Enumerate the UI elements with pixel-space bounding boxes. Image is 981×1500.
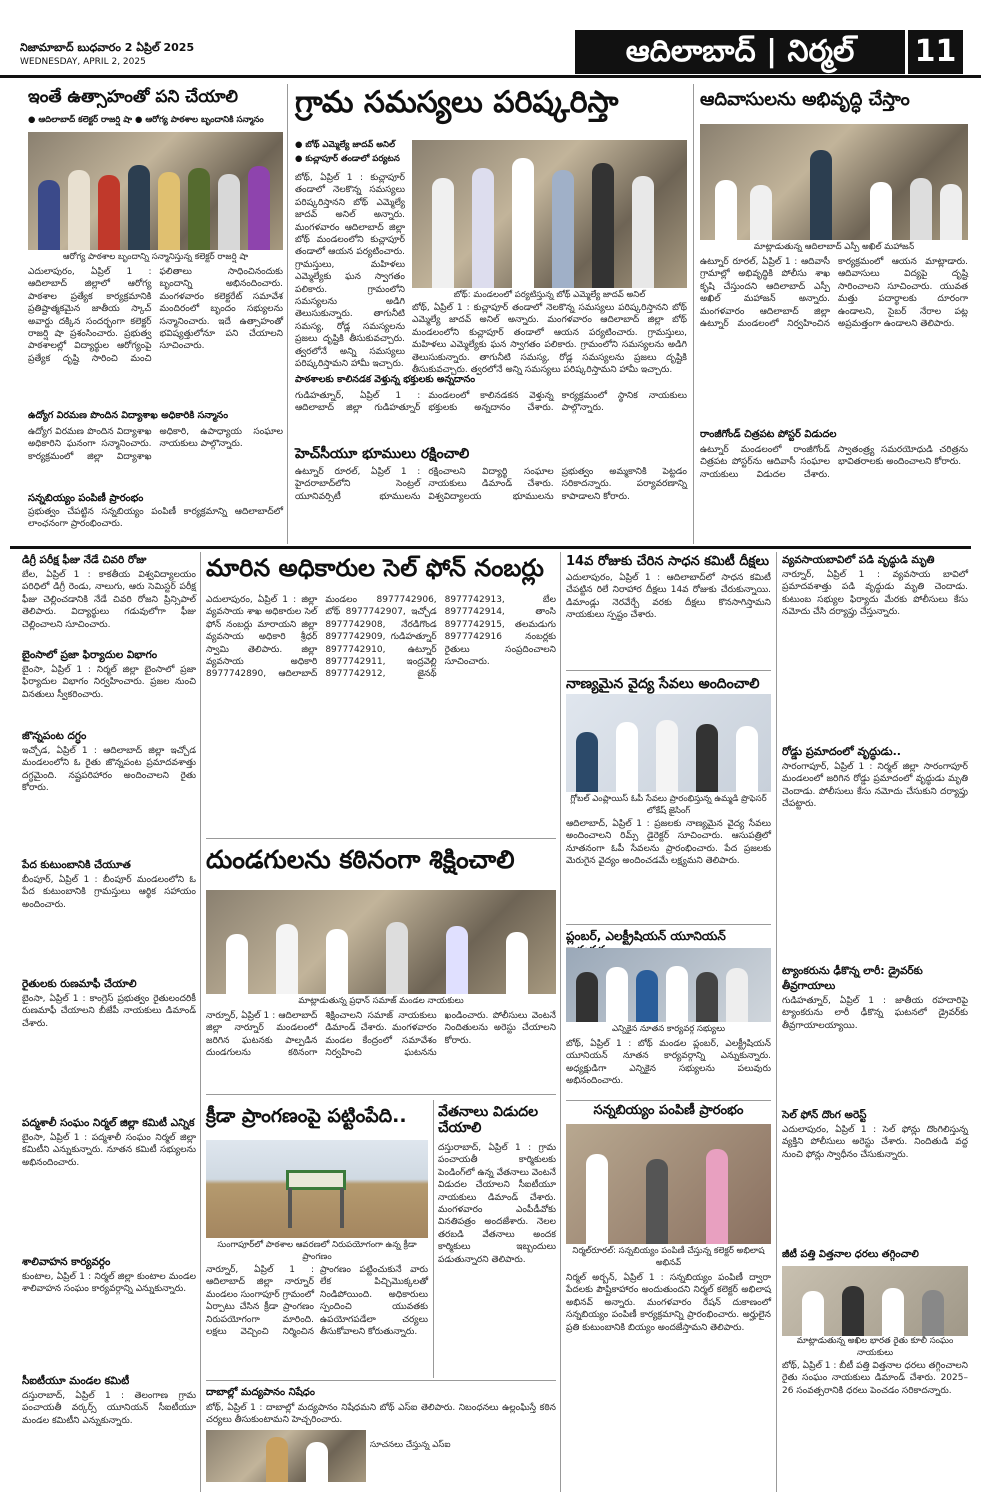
briefs-column	[22, 554, 196, 1494]
c4-photo	[566, 1124, 771, 1244]
page-number: 11	[908, 30, 963, 74]
a2-body3: ఉట్నూర్ రూరల్, ఏప్రిల్ 1 : హైదరాబాద్‌లోని సెంట్రల్ యూనివర్సిటీ భూములను రక్షించాలని విద్యార్థి సంఘాల నాయకులు డిమాండ్ చేశారు. విశ్వవిద్యాలయ భూములను ప్రభుత్వం అమ్మకానికి పెట్టడం సరికాదన్నారు. పర్యావరణాన్ని కాపాడాలని కోరారు.	[295, 467, 687, 502]
brief-3-title: జొన్నపంట దగ్ధం	[22, 730, 87, 742]
d1-caption: మాట్లాడుతున్న అఖిల భారత రైతు కూలీ సంఘం నాయకులు	[796, 1336, 954, 1358]
brief-6-title: పద్మశాలీ సంఘం నిర్మల్ జిల్లా కమిటీ ఎన్నిక	[22, 1117, 195, 1129]
brief-4-title: పేద కుటుంబానికి చేయూత	[22, 859, 131, 871]
column-rule	[776, 552, 777, 1492]
c3-caption: ఎన్నికైన నూతన కార్యవర్గ సభ్యులు	[611, 1024, 726, 1034]
a2-sub1-text: బోథ్ ఎమ్మెల్యే జాదవ్ అనిల్	[305, 140, 396, 150]
right-briefs	[782, 554, 968, 1494]
brief-5-title: రైతులకు రుణమాఫీ చేయాలి	[22, 978, 137, 990]
brief-2-title: బైంసాలో ప్రజా ఫిర్యాదుల విభాగం	[22, 649, 158, 661]
d1-t4: ఎదులాపురం, ఏప్రిల్ 1 : సెల్ ఫోన్లు దొంగిలిస్తున్న వ్యక్తిని పోలీసులు అరెస్టు చేశారు. నిందితుడి వద్ద నుంచి ఫోన్లు స్వాధీనం చేసుకున్నారు.	[782, 1125, 968, 1160]
d1-t3: గుడిహత్నూర్, ఏప్రిల్ 1 : జాతీయ రహదారిపై ట్యాంకరును లారీ ఢీకొన్న ఘటనలో డ్రైవర్‌కు తీవ్రగాయాలయ్యాయి.	[782, 996, 968, 1031]
a3-kicker: రాంజీగోండ్ చిత్రపట పోస్టర్ విడుదల	[700, 429, 837, 440]
c4-headline: సన్నబియ్యం పంపిణీ ప్రారంభం	[593, 1103, 744, 1118]
brief-4-body: బీంపూర్, ఏప్రిల్ 1 : బీంపూర్ మండలంలోని ఓ పేద కుటుంబానికి గ్రామస్తులు ఆర్థిక సహాయం అందించారు.	[22, 875, 196, 910]
a2-photo	[412, 140, 687, 288]
c3-body: బోథ్, ఏప్రిల్ 1 : బోథ్ మండల ప్లంబర్, ఎలక్ట్రీషియన్ యూనియన్ నూతన కార్యవర్గాన్ని ఎన్నుకున్నారు. అధ్యక్షుడిగా ఎన్నికైన సభ్యులను పలువురు అభినందించారు.	[566, 1039, 771, 1087]
a2-sub2-text: కుచ్లాపూర్ తండాలో పర్యటన	[305, 154, 400, 164]
a1-sub1: ఆదిలాబాద్ కలెక్టర్ రాజర్షి షా	[38, 115, 132, 125]
a2-kicker: పాఠశాలకు కాలినడక వెళ్తున్న భక్తులకు అన్నదానం	[295, 374, 476, 385]
a2-sub1: ● బోథ్ ఎమ్మెల్యే జాదవ్ అనిల్	[295, 140, 396, 150]
brief-8-body: దస్తురాబాద్, ఏప్రిల్ 1 : తెలంగాణ గ్రామ పంచాయతీ వర్కర్స్ యూనియన్ సీఐటీయూ మండల కమిటీని ఎన్నుకున్నారు.	[22, 1391, 196, 1426]
a2-body-cont: బోథ్, ఏప్రిల్ 1 : కుచ్లాపూర్ తండాలో నెలకొన్న సమస్యలు పరిష్కరిస్తానని బోథ్ ఎమ్మెల్యే జాదవ్ అనిల్ అన్నారు. మంగళవారం ఆదిలాబాద్ జిల్లా బోథ్ మండలంలోని కుచ్లాపూర్ తండాలో ఆయన పర్యటించారు. గ్రామస్తులు, మహిళలు ఎమ్మెల్యేకు ఘన స్వాగతం పలికారు. గ్రామంలోని సమస్యలను అడిగి తెలుసుకున్నారు. తాగునీటి సమస్య, రోడ్ల సమస్యలను ప్రజలు దృష్టికి తీసుకువచ్చారు. త్వరలోనే అన్ని సమస్యలు పరిష్కరిస్తామని హామీ ఇచ్చారు.	[412, 303, 687, 376]
column-rule	[560, 552, 561, 1492]
brief-7-body: కుంటాల, ఏప్రిల్ 1 : నిర్మల్ జిల్లా కుంటాల మండల శాలివాహన సంఘం కార్యవర్గాన్ని ఎన్నుకున్నారు.	[22, 1272, 196, 1295]
c1-body: ఎదులాపురం, ఏప్రిల్ 1 : ఆదిలాబాద్‌లో సాధన కమిటీ చేపట్టిన రిలే నిరాహార దీక్షలు 14వ రోజుకు చేరుకున్నాయి. డిమాండ్లు నెరవేర్చే వరకు దీక్షలు కొనసాగిస్తామని నాయకులు స్పష్టం చేశారు.	[566, 573, 771, 621]
a2-body-lead: బోథ్, ఏప్రిల్ 1 : కుచ్లాపూర్ తండాలో నెలకొన్న సమస్యలు పరిష్కరిస్తానని బోథ్ ఎమ్మెల్యే జాదవ్ అనిల్ అన్నారు. మంగళవారం ఆదిలాబాద్ జిల్లా బోథ్ మండలంలోని కుచ్లాపూర్ తండాలో ఆయన పర్యటించారు. గ్రామస్తులు, మహిళలు ఎమ్మెల్యేకు ఘన స్వాగతం పలికారు. గ్రామంలోని సమస్యలను అడిగి తెలుసుకున్నారు. తాగునీటి సమస్య, రోడ్ల సమస్యలను ప్రజలు దృష్టికి తీసుకువచ్చారు. త్వరలోనే అన్ని సమస్యలు పరిష్కరిస్తామని హామీ ఇచ్చారు.	[295, 173, 405, 370]
column-rule	[693, 84, 694, 544]
b5-headline: వేతనాలు విడుదల చేయాలి	[438, 1104, 539, 1137]
a1-subheads: ● ఆదిలాబాద్ కలెక్టర్ రాజర్షి షా ● ఆరోగ్య పాఠశాల బృందానికి సన్మానం	[28, 115, 264, 125]
a2-caption: బోథ్: మండలంలో పర్యటిస్తున్న బోథ్ ఎమ్మెల్యే జాదవ్ అనిల్	[453, 290, 646, 300]
c2-photo	[566, 694, 771, 792]
a3-caption: మాట్లాడుతున్న ఆదిలాబాద్ ఎస్పీ అఖిల్ మహాజన్	[753, 242, 915, 252]
column-rule	[287, 84, 288, 544]
a3-body2: ఉట్నూర్ మండలంలో రాంజీగోండ్ చిత్రపట పోస్టర్‌ను ఆదివాసీ సంఘాల నాయకులు విడుదల చేశారు. స్వాతంత్ర్య సమరయోధుడి చరిత్రను భావితరాలకు అందించాలని కోరారు.	[700, 445, 968, 480]
b4-caption2: సూచనలు చేస్తున్న ఎస్ఐ	[370, 1440, 451, 1450]
d1-photo	[782, 1266, 968, 1336]
section-name: ఆదిలాబాద్ | నిర్మల్	[575, 30, 905, 74]
d1-t2: సారంగాపూర్, ఏప్రిల్ 1 : నిర్మల్ జిల్లా సారంగాపూర్ మండలంలో జరిగిన రోడ్డు ప్రమాదంలో వృద్ధుడు మృతి చెందాడు. పోలీసులు కేసు నమోదు చేసుకుని దర్యాప్తు చేపట్టారు.	[782, 762, 968, 810]
brief-1-title: డిగ్రీ పరీక్ష ఫీజు నేడే చివరి రోజు	[22, 554, 147, 566]
b3-photo	[206, 890, 556, 994]
story-rule	[206, 1094, 556, 1095]
section-rule	[10, 546, 971, 549]
c3-photo	[566, 948, 771, 1022]
story-rule	[566, 924, 771, 925]
story-rule	[566, 1100, 771, 1101]
a1-photo	[28, 132, 283, 250]
brief-1-body: బేల, ఏప్రిల్ 1 : కాకతీయ విశ్వవిద్యాలయం పరిధిలో డిగ్రీ రెండు, నాలుగు, ఆరు సెమిస్టర్ పరీక్ష ఫీజు చెల్లించడానికి నేడే చివరి రోజని ప్రిన్సిపాల్ తెలిపారు. విద్యార్థులు గడువులోగా ఫీజు చెల్లించాలని సూచించారు.	[22, 570, 196, 630]
d1-t5: బోథ్, ఏప్రిల్ 1 : బీటీ పత్తి విత్తనాల ధరలు తగ్గించాలని రైతు సంఘం నాయకులు డిమాండ్ చేశారు. 2025–26 సంవత్సరానికి ధరలు పెంచడం సరికాదన్నారు.	[782, 1361, 968, 1396]
column-rule	[433, 1100, 434, 1378]
a2-sub2: ● కుచ్లాపూర్ తండాలో పర్యటన	[295, 154, 400, 164]
b4-kicker: దాబాల్లో మద్యపానం నిషేధం	[206, 1387, 315, 1398]
a3-photo	[700, 124, 968, 240]
a3-headline: ఆదివాసులను అభివృద్ధి చేస్తాం	[700, 89, 910, 110]
story-rule	[206, 1380, 556, 1381]
a1-body: ఎదులాపురం, ఏప్రిల్ 1 : ఆదిలాబాద్ జిల్లాలో ఆరోగ్య పాఠశాల ప్రత్యేక కార్యక్రమానికి ప్రతిష్టాత్మకమైన జాతీయ స్కాచ్ అవార్డు దక్కిన సందర్భంగా కలెక్టర్ రాజర్షి షా ప్రశంసించారు. ప్రభుత్వ పాఠశాలల్లో విద్యార్థుల ఆరోగ్యంపై ప్రత్యేక దృష్టి సారించి మంచి ఫలితాలు సాధించినందుకు బృందాన్ని అభినందించారు. మంగళవారం కలెక్టరేట్ సమావేశ మందిరంలో బృందం సభ్యులను సన్మానించారు. ఇదే ఉత్సాహంతో భవిష్యత్తులోనూ పని చేయాలని సూచించారు.	[28, 267, 283, 364]
brief-3-body: ఇచ్చోడ, ఏప్రిల్ 1 : ఆదిలాబాద్ జిల్లా ఇచ్చోడ మండలంలోని ఓ రైతు జొన్నపంట ప్రమాదవశాత్తు దగ్ధమైంది. నష్టపరిహారం అందించాలని రైతు కోరారు.	[22, 746, 196, 794]
a1-headline: ఇంతే ఉత్సాహంతో పని చేయాలి	[28, 87, 239, 107]
story-rule	[206, 838, 556, 839]
brief-5-body: బైంసా, ఏప్రిల్ 1 : కాంగ్రెస్ ప్రభుత్వం రైతులందరికీ రుణమాఫీ చేయాలని బీజేపీ నాయకులు డిమాండ్ చేశారు.	[22, 994, 196, 1029]
b2-headline: మారిన అధికారుల సెల్ ఫోన్ నంబర్లు	[206, 554, 544, 582]
b2-body: ఎదులాపురం, ఏప్రిల్ 1 : జిల్లా వ్యవసాయ శాఖ అధికారుల సెల్ ఫోన్ నంబర్లు మారాయని జిల్లా వ్యవసాయ అధికారి శ్రీధర్ స్వామి తెలిపారు. జిల్లా వ్యవసాయ అధికారి 8977742890, ఆదిలాబాద్ మండలం 8977742906, బోథ్ 8977742907, ఇచ్చోడ 8977742908, నేరడిగొండ 8977742909, గుడిహత్నూర్ 8977742910, ఉట్నూర్ 8977742911, ఇంద్రవెల్లి 8977742912, జైనథ్ 8977742913, బేల 8977742914, తాంసి 8977742915, తలమడుగు 8977742916 నంబర్లకు రైతులు సంప్రదించాలని సూచించారు.	[206, 595, 556, 680]
brief-2-body: బైంసా, ఏప్రిల్ 1 : నిర్మల్ జిల్లా బైంసాలో ప్రజా ఫిర్యాదుల విభాగం నిర్వహించారు. ప్రజల నుంచి వినతులు స్వీకరించారు.	[22, 665, 196, 700]
b3-body: నార్నూర్, ఏప్రిల్ 1 : ఆదిలాబాద్ జిల్లా నార్నూర్ మండలంలో జరిగిన ఘటనకు పాల్పడిన దుండగులను కఠినంగా శిక్షించాలని సమాజ్ నాయకులు డిమాండ్ చేశారు. మంగళవారం మండల కేంద్రంలో సమావేశం నిర్వహించి ఘటనను ఖండించారు. పోలీసులు వెంటనే నిందితులను అరెస్టు చేయాలని కోరారు.	[206, 1011, 556, 1059]
c1-headline: 14వ రోజుకు చేరిన సాధన కమిటీ దీక్షలు	[566, 554, 770, 569]
d1-k5: జీటీ పత్తి విత్తనాల ధరలు తగ్గించాలి	[782, 1249, 919, 1260]
d1-k3: ట్యాంకరును ఢీకొన్న లారీ: డ్రైవర్‌కు తీవ్రగాయాలు	[782, 965, 923, 992]
c3-headline: ప్లంబర్, ఎలక్ట్రీషియన్ యూనియన్	[566, 929, 726, 943]
a1-kicker2: సన్నబియ్యం పంపిణీ ప్రారంభం	[28, 493, 144, 504]
b4-headline: క్రీడా ప్రాంగణంపై పట్టింపేది..	[206, 1105, 407, 1127]
b5-body: దస్తురాబాద్, ఏప్రిల్ 1 : గ్రామ పంచాయతీ కార్మికులకు పెండింగ్‌లో ఉన్న వేతనాలు వెంటనే విడుదల చేయాలని సీఐటీయూ నాయకులు డిమాండ్ చేశారు. మంగళవారం ఎంపీడీవోకు వినతిపత్రం అందజేశారు. నెలల తరబడి వేతనాలు అందక కార్మికులు ఇబ్బందులు పడుతున్నారని తెలిపారు.	[438, 1143, 556, 1265]
a1-caption: ఆరోగ్య పాఠశాల బృందాన్ని సన్మానిస్తున్న కలెక్టర్ రాజర్షి షా	[62, 252, 249, 262]
c2-body: ఆదిలాబాద్, ఏప్రిల్ 1 : ప్రజలకు నాణ్యమైన వైద్య సేవలు అందించాలని రిమ్స్ డైరెక్టర్ సూచించారు. ఆసుపత్రిలో నూతనంగా ఓపీ సేవలను ప్రారంభించారు. పేద ప్రజలకు మెరుగైన వైద్యం అందించడమే లక్ష్యమని తెలిపారు.	[566, 819, 771, 867]
brief-8-title: సీఐటీయూ మండల కమిటీ	[22, 1375, 130, 1387]
a2-body2: గుడిహత్నూర్, ఏప్రిల్ 1 : ఆదిలాబాద్ జిల్లా గుడిహత్నూర్ మండలంలో కాలినడకన వెళ్తున్న భక్తులకు అన్నదానం చేశారు. కార్యక్రమంలో స్థానిక నాయకులు పాల్గొన్నారు.	[295, 391, 687, 414]
masthead	[0, 0, 981, 78]
column-rule	[200, 552, 201, 1492]
a1-sub2: ఆరోగ్య పాఠశాల బృందానికి సన్మానం	[145, 115, 264, 125]
a1-body2: ఉద్యోగ విరమణ పొందిన విద్యాశాఖ అధికారిని ఘనంగా సన్మానించారు. కార్యక్రమంలో జిల్లా విద్యాశాఖ అధికారి, ఉపాధ్యాయ సంఘాల నాయకులు పాల్గొన్నారు.	[28, 427, 283, 462]
dateline-english: WEDNESDAY, APRIL 2, 2025	[20, 57, 146, 67]
brief-7-title: శాలివాహన కార్యవర్గం	[22, 1256, 111, 1268]
a2-headline: గ్రామ సమస్యలు పరిష్కరిస్తా	[295, 85, 619, 120]
b4-photo2	[206, 1430, 366, 1482]
a1-kicker: ఉద్యోగ విరమణ పొందిన విద్యాశాఖ అధికారికి సన్మానం	[28, 410, 229, 421]
dateline-telugu: నిజామాబాద్ బుధవారం 2 ఏప్రిల్ 2025	[20, 41, 195, 54]
d1-body: నార్నూర్, ఏప్రిల్ 1 : వ్యవసాయ బావిలో ప్రమాదవశాత్తు పడి వృద్ధుడు మృతి చెందాడు. కుటుంబ సభ్యుల ఫిర్యాదు మేరకు పోలీసులు కేసు నమోదు చేసి దర్యాప్తు చేస్తున్నారు.	[782, 570, 968, 618]
c2-headline: నాణ్యమైన వైద్య సేవలు అందించాలి	[566, 676, 760, 692]
b3-headline: దుండగులను కఠినంగా శిక్షించాలి	[206, 845, 515, 874]
d1-headline: వ్యవసాయబావిలో పడి వృద్ధుడి మృతి	[782, 554, 935, 566]
story-rule	[566, 670, 771, 671]
b3-caption: మాట్లాడుతున్న ప్రధాన్ సమాజ్ మండల నాయకులు	[298, 996, 464, 1006]
c4-caption: నిర్మల్‌రూరల్: సన్నబియ్యం పంపిణీ చేస్తున్న కలెక్టర్ అభిలాష అభినవ్	[572, 1246, 765, 1268]
brief-6-body: బైంసా, ఏప్రిల్ 1 : పద్మశాలీ సంఘం నిర్మల్ జిల్లా కమిటీని ఎన్నుకున్నారు. నూతన కమిటీ సభ్యులను అభినందించారు.	[22, 1133, 196, 1168]
a2-headline2: హెచ్‌సీయూ భూములు రక్షించాలి	[295, 446, 470, 462]
b4-photo	[206, 1140, 428, 1238]
c4-body: నిర్మల్ అర్బన్, ఏప్రిల్ 1 : సన్నబియ్యం పంపిణీ ద్వారా పేదలకు పౌష్టికాహారం అందుతుందని నిర్మల్ కలెక్టర్ అభిలాష అభినవ్ అన్నారు. మంగళవారం రేషన్ దుకాణంలో సన్నబియ్యం పంపిణీ కార్యక్రమాన్ని ప్రారంభించారు. అర్హులైన ప్రతి కుటుంబానికి బియ్యం అందజేస్తామని తెలిపారు.	[566, 1273, 771, 1333]
a1-body3: ప్రభుత్వం చేపట్టిన సన్నబియ్యం పంపిణీ కార్యక్రమాన్ని ఆదిలాబాద్‌లో లాంఛనంగా ప్రారంభించారు.	[28, 507, 283, 530]
dateline	[20, 40, 194, 70]
d1-k4: సెల్ ఫోన్ దొంగ అరెస్ట్	[782, 1109, 867, 1121]
c2-caption: గ్లోబల్ ఎంప్లాయిస్ ఓపీ సేవలు ప్రారంభిస్తున్న ఉమ్మడి ప్రొఫెసర్ లోకేష్ జైసింగ్	[570, 794, 767, 816]
b4-caption: సుంగాపూర్‌లో పాఠశాల ఆవరణలో నిరుపయోగంగా ఉన్న క్రీడా ప్రాంగణం	[217, 1240, 417, 1262]
b4-body2: బోథ్, ఏప్రిల్ 1 : దాబాల్లో మద్యపానం నిషేధమని బోథ్ ఎస్ఐ తెలిపారు. నిబంధనలు ఉల్లంఘిస్తే కఠిన చర్యలు తీసుకుంటామని హెచ్చరించారు.	[206, 1403, 556, 1426]
d1-k2: రోడ్డు ప్రమాదంలో వృద్ధుడు..	[782, 745, 901, 758]
b4-body: నార్నూర్, ఏప్రిల్ 1 : ఆదిలాబాద్ జిల్లా నార్నూర్ మండలం సుంగాపూర్ గ్రామంలో ఏర్పాటు చేసిన క్రీడా ప్రాంగణం నిరుపయోగంగా మారింది. లక్షలు వెచ్చించి నిర్మించిన ప్రాంగణం పట్టించుకునే వారు లేక పిచ్చిమొక్కలతో నిండిపోయింది. అధికారులు స్పందించి యువతకు ఉపయోగపడేలా చర్యలు తీసుకోవాలని కోరుతున్నారు.	[206, 1265, 428, 1338]
a3-body: ఉట్నూర్ రూరల్, ఏప్రిల్ 1 : ఆదివాసీ గ్రామాల్లో అభివృద్ధికి పోలీసు శాఖ కృషి చేస్తుందని ఆదిలాబాద్ ఎస్పీ అఖిల్ మహాజన్ అన్నారు. మంగళవారం ఆదిలాబాద్ జిల్లా ఉట్నూర్ మండలంలో నిర్వహించిన కార్యక్రమంలో ఆయన మాట్లాడారు. ఆదివాసులు విద్యపై దృష్టి సారించాలని సూచించారు. యువత మత్తు పదార్థాలకు దూరంగా ఉండాలని, సైబర్ నేరాల పట్ల అప్రమత్తంగా ఉండాలని తెలిపారు.	[700, 257, 968, 330]
